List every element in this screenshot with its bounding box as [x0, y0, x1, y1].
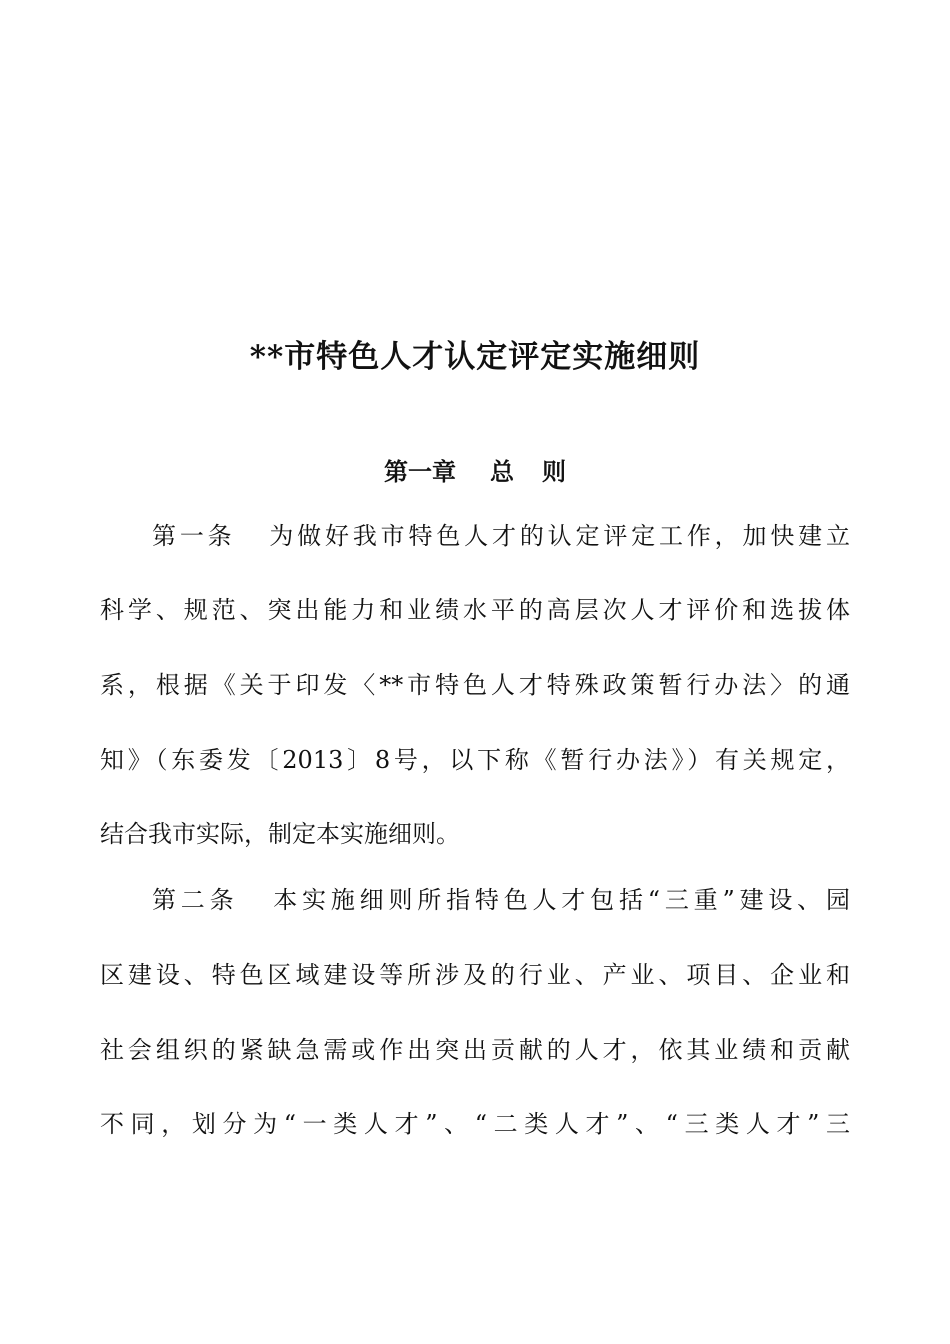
- chapter-word-1: 总: [490, 458, 514, 486]
- document-title: **市特色人才认定评定实施细则: [249, 339, 701, 375]
- article-1-number: 第一条: [152, 522, 236, 550]
- article-1-line-2: 科学、规范、突出能力和业绩水平的高层次人才评价和选拔体: [100, 596, 850, 624]
- chapter-word-2: 则: [542, 458, 566, 486]
- article-1-line-4: 知》（东委发〔2013〕8号，以下称《暂行办法》）有关规定，: [100, 746, 850, 774]
- article-2-line-4: 不同，划分为“一类人才”、“二类人才”、“三类人才”三: [100, 1110, 850, 1138]
- article-2-number: 第二条: [152, 886, 239, 914]
- article-2-text-1: 本实施细则所指特色人才包括“三重”建设、园: [268, 886, 850, 914]
- chapter-label: 第一章: [384, 458, 456, 486]
- chapter-heading: [0, 454, 950, 490]
- article-2-line-1: [152, 880, 850, 920]
- article-1-text-1: 为做好我市特色人才的认定评定工作，加快建立: [265, 522, 850, 550]
- article-2-line-3: 社会组织的紧缺急需或作出突出贡献的人才，依其业绩和贡献: [100, 1036, 850, 1064]
- article-1-line-1: [152, 516, 850, 556]
- article-1-line-5: 结合我市实际，制定本实施细则。: [100, 820, 460, 848]
- article-1-line-3: 系，根据《关于印发〈**市特色人才特殊政策暂行办法〉的通: [100, 671, 850, 699]
- article-2-line-2: 区建设、特色区域建设等所涉及的行业、产业、项目、企业和: [100, 961, 850, 989]
